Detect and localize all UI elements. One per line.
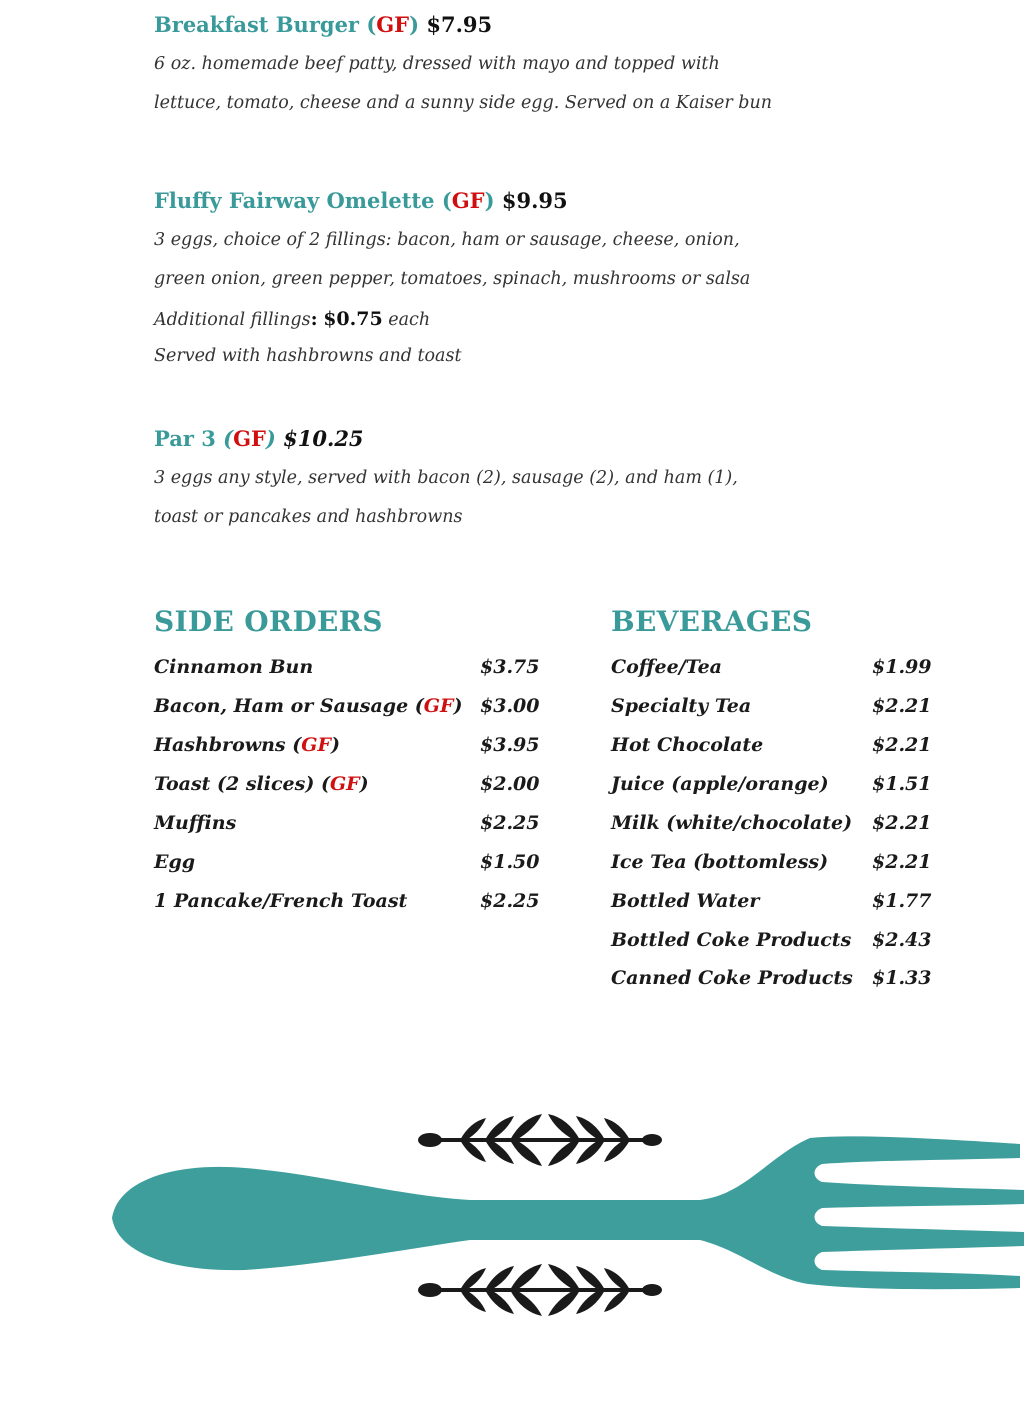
gf-close-paren: ): [409, 12, 420, 37]
beverage-price: $2.21: [872, 734, 932, 756]
utensil-silhouette: [112, 1136, 1024, 1289]
gf-open-paren: (: [366, 12, 377, 37]
side-order-price: $2.00: [480, 773, 540, 795]
item-description-line: 3 eggs any style, served with bacon (2), sausage (2), and ham (1),: [154, 468, 738, 488]
side-order-name: Cinnamon Bun: [154, 656, 314, 678]
beverage-name: Bottled Water: [611, 890, 760, 912]
item-description-line: 3 eggs, choice of 2 fillings: bacon, ham or sausage, cheese, onion,: [154, 230, 740, 250]
beverage-name: Specialty Tea: [611, 695, 752, 717]
item-name: Fluffy Fairway Omelette: [154, 188, 435, 213]
gf-open-paren: (: [441, 188, 452, 213]
item-description-line: 6 oz. homemade beef patty, dressed with mayo and topped with: [154, 54, 720, 74]
beverage-price: $2.21: [872, 851, 932, 873]
side-order-name: Toast (2 slices) (GF): [154, 773, 369, 795]
additional-fillings-colon: :: [310, 308, 318, 330]
side-order-name: Bacon, Ham or Sausage (GF): [154, 695, 463, 717]
gf-badge: GF: [301, 734, 331, 756]
beverage-price: $2.21: [872, 695, 932, 717]
menu-item-par-3: [154, 426, 738, 527]
side-orders-heading: SIDE ORDERS: [154, 605, 383, 638]
additional-fillings-line: [154, 308, 430, 330]
menu-item-omelette: [154, 188, 751, 366]
item-price: $10.25: [283, 426, 364, 451]
item-description-line: green onion, green pepper, tomatoes, spinach, mushrooms or salsa: [154, 269, 751, 289]
side-order-price: $1.50: [480, 851, 540, 873]
beverages-heading: BEVERAGES: [611, 605, 813, 638]
served-with-line: Served with hashbrowns and toast: [154, 346, 462, 366]
beverage-price: $1.33: [872, 967, 932, 989]
beverage-name: Juice (apple/orange): [611, 773, 829, 795]
side-order-price: $2.25: [480, 890, 540, 912]
beverage-name: Milk (white/chocolate): [611, 812, 853, 834]
item-title: [154, 188, 568, 213]
item-price: $9.95: [501, 188, 568, 213]
side-order-name: Hashbrowns (GF): [154, 734, 340, 756]
side-order-price: $3.00: [480, 695, 540, 717]
item-title: [154, 12, 492, 37]
side-order-price: $3.75: [480, 656, 540, 678]
laurel-branch-icon: [418, 1114, 662, 1166]
item-description-line: toast or pancakes and hashbrowns: [154, 507, 463, 527]
item-name: Par 3: [154, 426, 216, 451]
gf-badge: GF: [451, 188, 485, 213]
gf-badge: GF: [233, 426, 266, 451]
additional-fillings-label: Additional fillings: [154, 310, 311, 330]
side-order-name: 1 Pancake/French Toast: [154, 890, 408, 912]
spoon-fork-icon: [0, 1100, 1024, 1320]
item-title: [154, 426, 364, 451]
beverage-price: $1.51: [872, 773, 932, 795]
gf-close-paren: ): [484, 188, 495, 213]
beverage-name: Coffee/Tea: [611, 656, 722, 678]
additional-fillings-price: $0.75: [323, 308, 383, 330]
side-order-name: Muffins: [154, 812, 237, 834]
beverage-price: $2.43: [872, 929, 932, 951]
side-order-price: $3.95: [480, 734, 540, 756]
beverage-name: Hot Chocolate: [611, 734, 764, 756]
beverage-price: $1.77: [872, 890, 932, 912]
item-name: Breakfast Burger: [154, 12, 359, 37]
gf-badge: GF: [423, 695, 454, 717]
beverage-price: $2.21: [872, 812, 932, 834]
item-description-line: lettuce, tomato, cheese and a sunny side egg. Served on a Kaiser bun: [154, 93, 773, 113]
menu-item-breakfast-burger: [154, 12, 773, 113]
gf-badge: GF: [376, 12, 410, 37]
beverage-name: Bottled Coke Products: [611, 929, 852, 951]
gf-badge: GF: [329, 773, 360, 795]
side-order-price: $2.25: [480, 812, 540, 834]
gf-close-paren: ): [265, 426, 276, 451]
beverage-name: Ice Tea (bottomless): [611, 851, 829, 873]
side-order-name: Egg: [154, 851, 196, 873]
gf-open-paren: (: [223, 426, 234, 451]
beverage-price: $1.99: [872, 656, 932, 678]
laurel-branch-icon: [418, 1264, 662, 1316]
item-price: $7.95: [426, 12, 493, 37]
additional-fillings-suffix: each: [388, 310, 431, 330]
beverage-name: Canned Coke Products: [611, 967, 853, 989]
